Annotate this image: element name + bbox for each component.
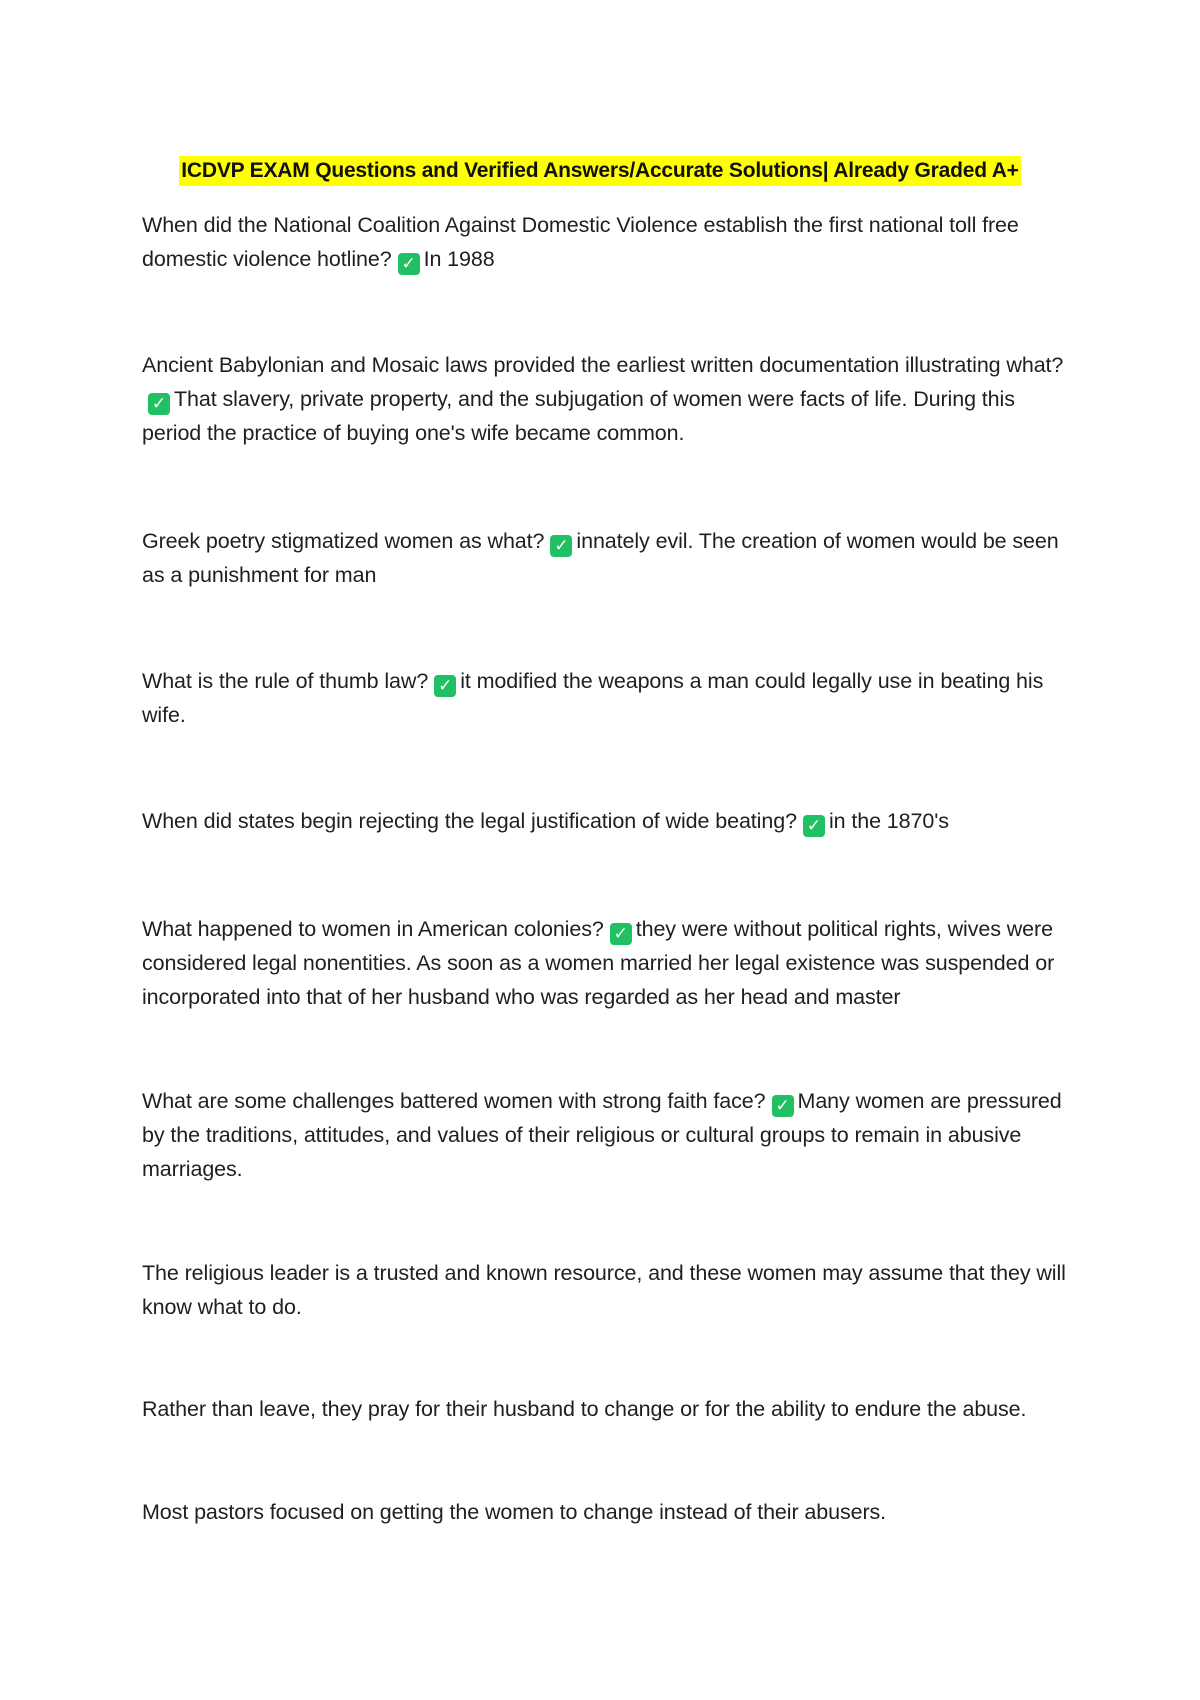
checkmark-icon: ✓: [434, 675, 456, 697]
question-text: When did the National Coalition Against Domestic Violence establish the first national toll free domestic violence hotline?: [142, 213, 1019, 271]
answer-text: they were without political rights, wives were considered legal nonentities. As soon as a women married her legal existence was suspended or incorporated into that of her husband who was regarded as her head and master: [142, 917, 1055, 1009]
answer-text: Many women are pressured by the traditions, attitudes, and values of their religious or cultural groups to remain in abusive marriages.: [142, 1089, 1062, 1181]
title-row: [0, 156, 1200, 186]
body-paragraph: The religious leader is a trusted and known resource, and these women may assume that they will know what to do.: [142, 1261, 1066, 1319]
checkmark-icon: ✓: [610, 923, 632, 945]
body-paragraph: Most pastors focused on getting the women to change instead of their abusers.: [142, 1500, 887, 1524]
question-text: What are some challenges battered women with strong faith face?: [142, 1089, 766, 1113]
qa-item: [142, 208, 1067, 276]
question-text: What happened to women in American colonies?: [142, 917, 604, 941]
checkmark-icon: ✓: [148, 393, 170, 415]
qa-item: [142, 524, 1067, 592]
qa-item: [142, 804, 1067, 838]
answer-text: In 1988: [423, 247, 495, 271]
checkmark-icon: ✓: [550, 535, 572, 557]
body-paragraph: Rather than leave, they pray for their husband to change or for the ability to endure the abuse.: [142, 1397, 1027, 1421]
document-title: ICDVP EXAM Questions and Verified Answers/Accurate Solutions| Already Graded A+: [179, 156, 1021, 186]
question-text: What is the rule of thumb law?: [142, 669, 429, 693]
question-text: Ancient Babylonian and Mosaic laws provided the earliest written documentation illustrating what?: [142, 353, 1064, 377]
qa-item: [142, 664, 1067, 732]
question-text: Greek poetry stigmatized women as what?: [142, 529, 545, 553]
answer-text: it modified the weapons a man could legally use in beating his wife.: [142, 669, 1044, 727]
qa-item: [142, 1084, 1067, 1186]
checkmark-icon: ✓: [803, 815, 825, 837]
checkmark-icon: ✓: [772, 1095, 794, 1117]
qa-item: [142, 348, 1067, 450]
qa-item: [142, 912, 1067, 1014]
checkmark-icon: ✓: [398, 253, 420, 275]
answer-text: innately evil. The creation of women would be seen as a punishment for man: [142, 529, 1059, 587]
answer-text: That slavery, private property, and the subjugation of women were facts of life. During this period the practice of buying one's wife became common.: [142, 387, 1015, 445]
answer-text: in the 1870's: [828, 809, 949, 833]
question-text: When did states begin rejecting the legal justification of wide beating?: [142, 809, 797, 833]
